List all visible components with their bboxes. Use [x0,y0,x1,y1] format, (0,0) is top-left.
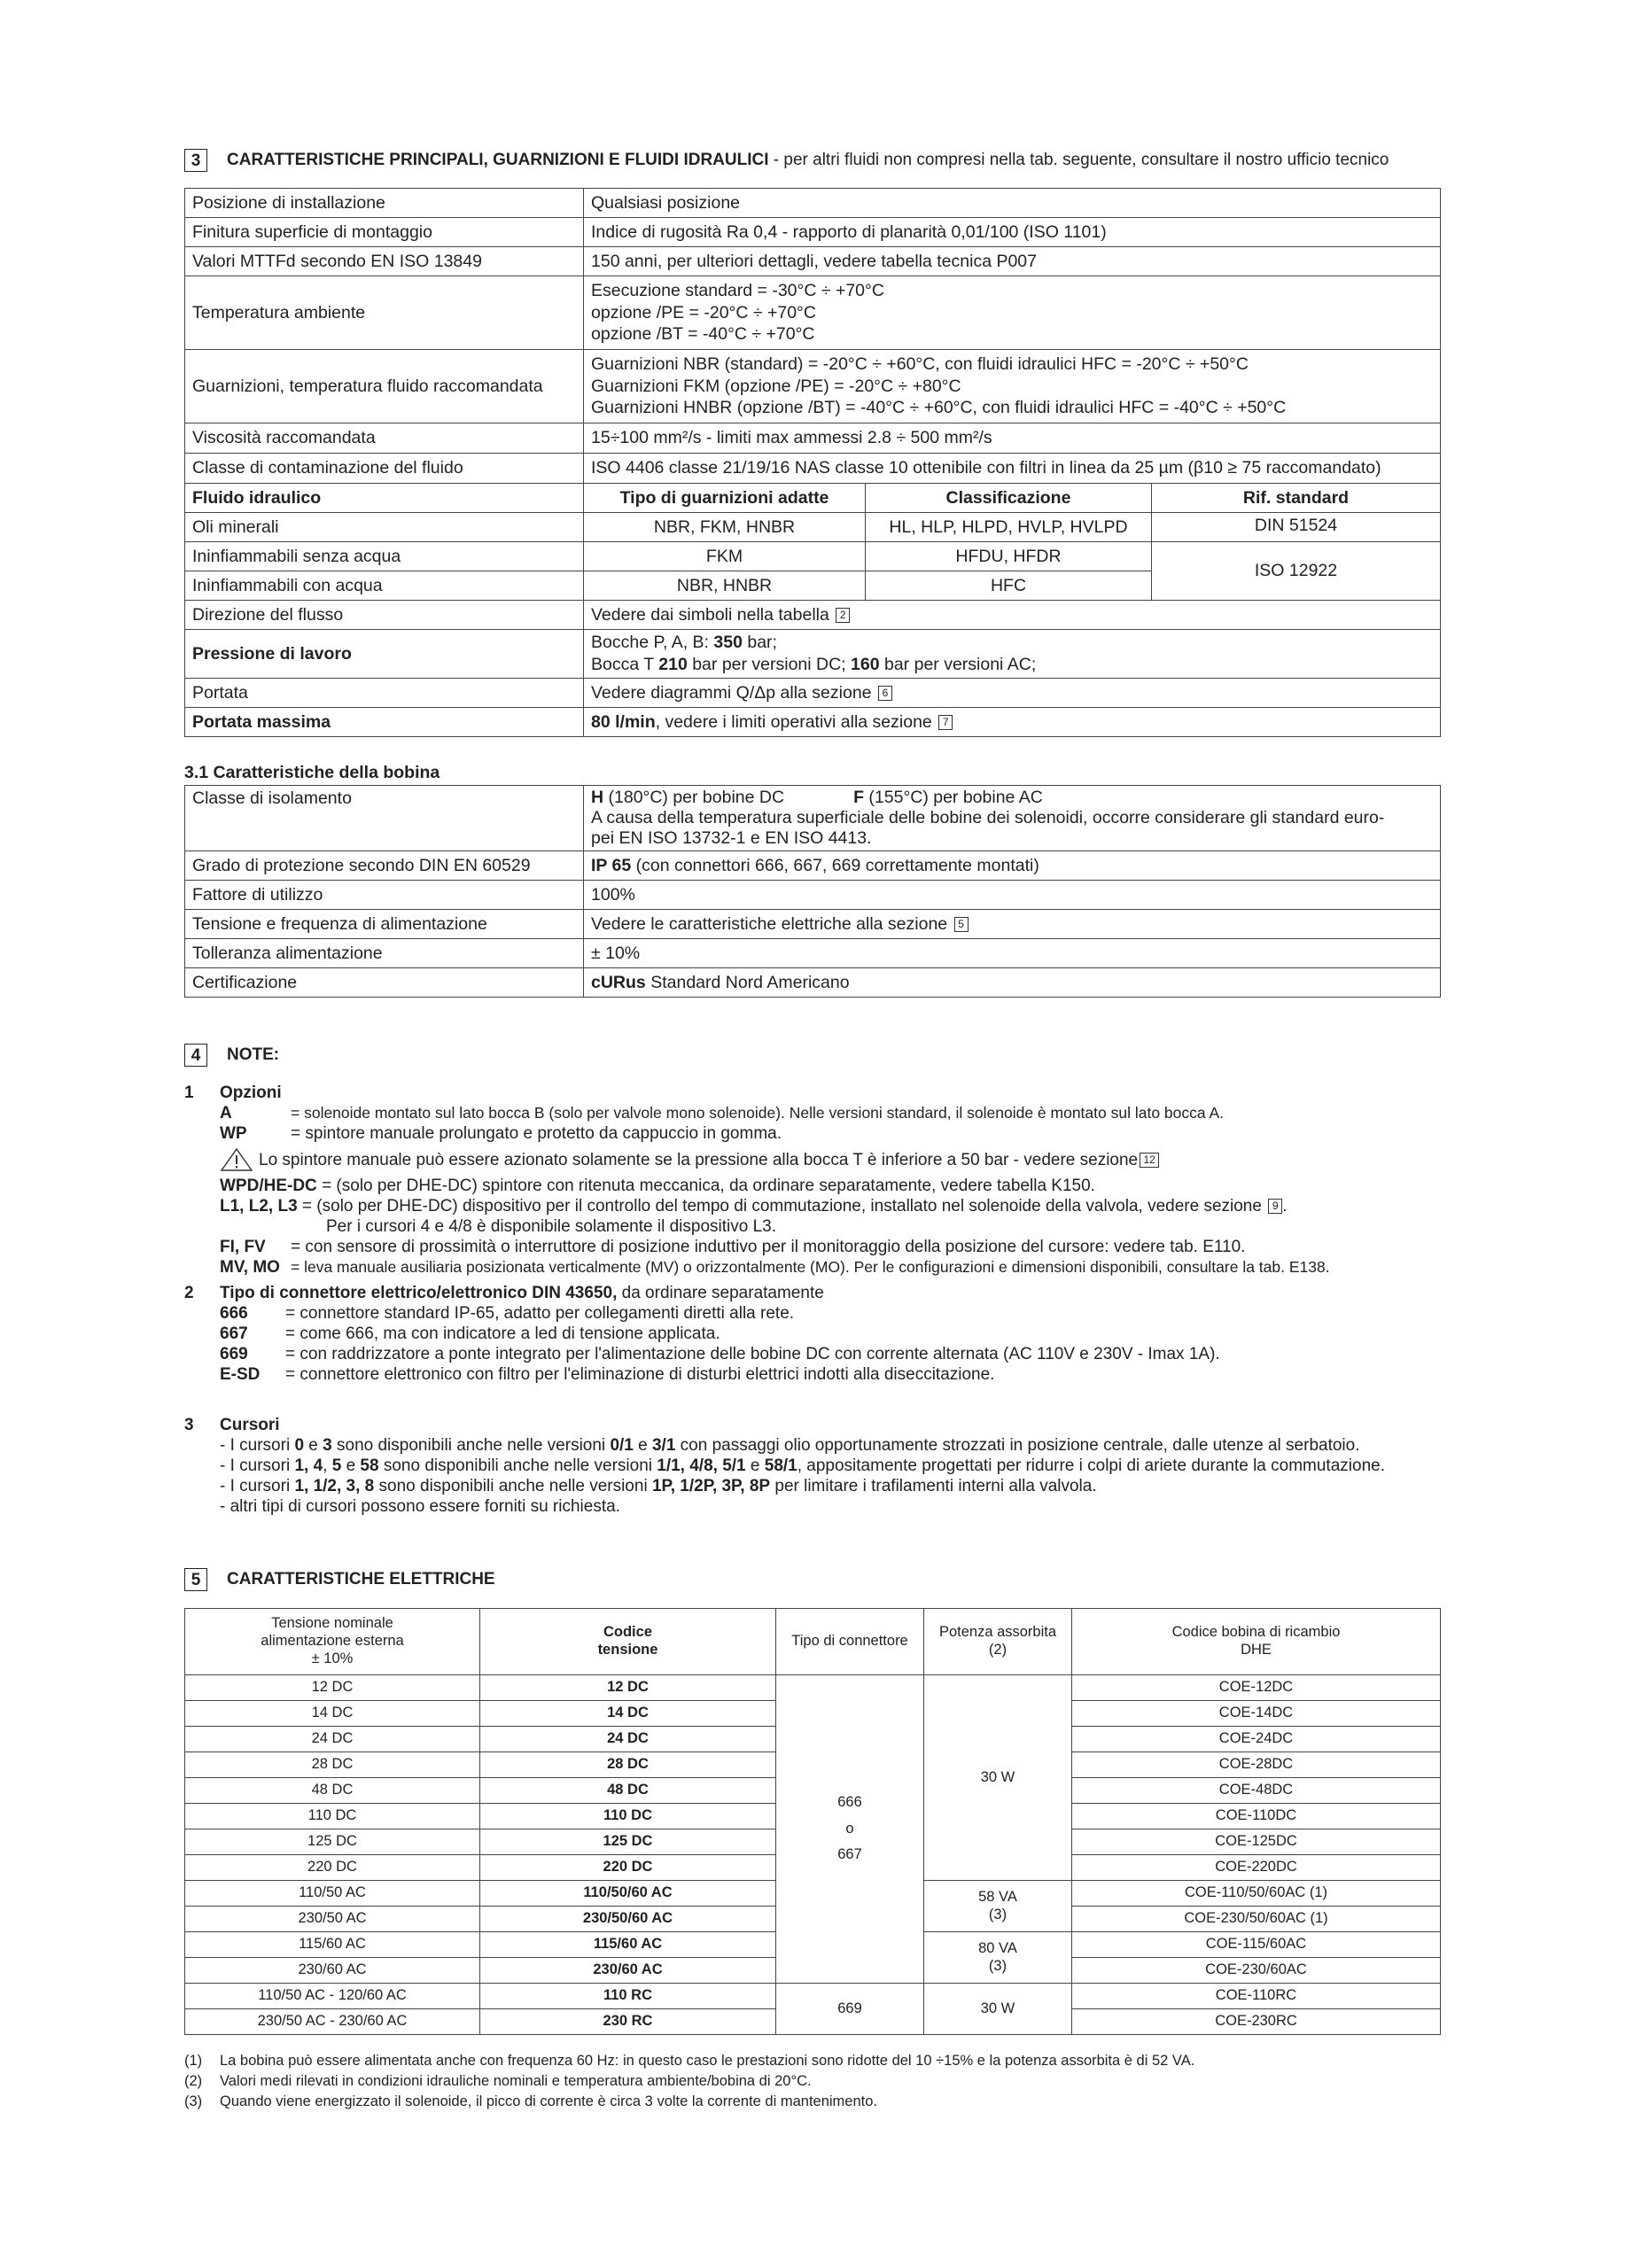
section-4-heading [184,1044,279,1067]
table-row [185,247,1441,276]
row-value: Indice di rugosità Ra 0,4 - rapporto di planarità 0,01/100 (ISO 1101) [584,218,1441,247]
header-cell: Classificazione [866,484,1152,513]
row-value [584,968,1441,998]
main-characteristics-table [184,188,1441,737]
row-value [584,276,1441,350]
section-title: NOTE: [227,1045,280,1064]
cell-voltage: 24 DC [185,1727,480,1752]
cell-code: 48 DC [480,1778,776,1804]
connector-code: 667 [220,1324,248,1343]
row-value [584,851,1441,881]
section-ref: 2 [836,608,850,623]
row-value [584,708,1441,737]
fluid-class: HL, HLP, HLPD, HVLP, HVLPD [866,513,1152,542]
footnote-text: Valori medi rilevati in condizioni idrauliche nominali e temperatura ambiente/bobina di 20°C. [220,2073,812,2089]
option-code: WPD/HE-DC [220,1177,317,1195]
cell-voltage: 110/50 AC [185,1881,480,1907]
note-title [220,1283,1443,1303]
class-h: H [591,788,604,807]
table-row [185,881,1441,910]
option-item [220,1176,1443,1196]
header-code: Codice tensione [480,1609,776,1675]
table-row [185,189,1441,218]
table-row [185,679,1441,708]
option-item [220,1123,1443,1144]
cell-connector-666-667: 666 o 667 [776,1675,924,1984]
cell-spare: COE-110RC [1072,1984,1441,2009]
table-row [185,708,1441,737]
connector-item [220,1364,1443,1385]
connector-text: = connettore standard IP-65, adatto per collegamenti diretti alla rete. [285,1304,795,1323]
section-number: 5 [184,1568,207,1591]
table-row [185,350,1441,423]
option-code: A [220,1104,232,1122]
cell-voltage: 110/50 AC - 120/60 AC [185,1984,480,2009]
footnote [184,2051,1443,2071]
cell-spare: COE-24DC [1072,1727,1441,1752]
row-value [584,630,1441,679]
cell-voltage: 48 DC [185,1778,480,1804]
option-code: MV, MO [220,1258,280,1277]
option-code: WP [220,1124,247,1143]
header-cell: Fluido idraulico [185,484,584,513]
value-text: Vedere dai simboli nella tabella [591,604,829,625]
fluid-class: HFC [866,571,1152,601]
fluid-seals: NBR, FKM, HNBR [584,513,866,542]
cell-voltage: 14 DC [185,1701,480,1727]
footnote-number: (1) [184,2053,203,2069]
option-item: L1, L2, L3 = (solo per DHE-DC) dispositivo per il controllo del tempo di commutazione, installato nel solenoide della valvola, vedere sezione 9 . [220,1197,1288,1216]
text: (con connettori 666, 667, 669 correttamente montati) [631,855,1039,875]
cell-power-ac2: 80 VA (3) [924,1932,1072,1984]
pressure-value: 350 [713,633,743,653]
footnote-number: (3) [184,2093,203,2109]
row-label: Portata [185,679,584,708]
value-line: Guarnizioni HNBR (opzione /BT) = -40°C ÷ +60°C, con fluidi idraulici HFC = -40°C ÷ +50°C [591,398,1287,418]
header-cell: Rif. standard [1152,484,1441,513]
row-value: 100% [584,881,1441,910]
cell-connector-669: 669 [776,1984,924,2035]
cell-code: 230/50/60 AC [480,1907,776,1932]
row-value: ± 10% [584,939,1441,968]
section-ref: 12 [1140,1153,1159,1168]
fluid-header-row [185,484,1441,513]
value-text: , vedere i limiti operativi alla sezione [655,711,932,732]
table-row [185,1984,1441,2009]
value-line [591,632,1433,654]
section-number: 4 [184,1044,207,1067]
table-row [185,968,1441,998]
row-label: Direzione del flusso [185,601,584,630]
option-extra: Per i cursori 4 e 4/8 è disponibile solamente il dispositivo L3. [326,1217,776,1236]
cell-spare: COE-220DC [1072,1855,1441,1881]
cert-mark: cURus [591,972,646,992]
cell-code: 230 RC [480,2009,776,2035]
warning-line [220,1147,1443,1172]
cell-code: 230/60 AC [480,1958,776,1984]
option-code: FI, FV [220,1238,266,1256]
cell-spare: COE-125DC [1072,1829,1441,1855]
row-value: Qualsiasi posizione [584,189,1441,218]
cell-code: 28 DC [480,1752,776,1778]
cell-code: 14 DC [480,1701,776,1727]
cell-spare: COE-12DC [1072,1675,1441,1701]
footnotes [184,2051,1443,2112]
cell-spare: COE-110DC [1072,1804,1441,1829]
connector-item [220,1324,1443,1344]
text: Standard Nord Americano [645,972,850,992]
text: bar per versioni DC; [687,655,852,674]
text: Bocche P, A, B: [591,633,714,653]
section-5-heading [184,1568,495,1591]
option-text: = (solo per DHE-DC) spintore con ritenuta meccanica, da ordinare separatamente, vedere tabella K150. [322,1177,1095,1195]
text: Bocca T [591,655,659,674]
fluid-name: Ininfiammabili con acqua [185,571,584,601]
cell-spare: COE-115/60AC [1072,1932,1441,1958]
section-ref: 7 [938,715,953,730]
table-row [185,851,1441,881]
note-spools [184,1415,1443,1517]
text: bar per versioni AC; [879,655,1037,674]
cell-code: 24 DC [480,1727,776,1752]
table-row [185,630,1441,679]
max-flow-value: 80 l/min [591,711,656,732]
option-text: = solenoide montato sul lato bocca B (solo per valvole mono solenoide). Nelle versioni standard, il solenoide è montato sul lato bocca A. [291,1104,1225,1122]
connector-text: = come 666, ma con indicatore a led di tensione applicata. [285,1324,720,1343]
note-title: Opzioni [220,1084,282,1102]
value-line: opzione /BT = -40°C ÷ +70°C [591,324,815,345]
text: Vedere le caratteristiche elettriche alla sezione [591,913,948,934]
warning-text: Lo spintore manuale può essere azionato solamente se la pressione alla bocca T è inferiore a 50 bar - vedere sezione [259,1150,1139,1169]
value-line [591,788,1433,808]
row-label: Tensione e frequenza di alimentazione [185,910,584,939]
option-item [220,1257,1443,1278]
value-line: pei EN ISO 13732-1 e EN ISO 4413. [591,828,872,848]
note-options [184,1083,1443,1278]
row-value [584,786,1441,851]
value-line: Esecuzione standard = -30°C ÷ +70°C [591,280,884,300]
value-line [591,654,1433,676]
row-label: Grado di protezione secondo DIN EN 60529 [185,851,584,881]
row-label: Certificazione [185,968,584,998]
table-row [185,454,1441,484]
header-connector: Tipo di connettore [776,1609,924,1675]
note-number: 2 [184,1284,194,1302]
header-spare-coil: Codice bobina di ricambio DHE [1072,1609,1441,1675]
ip-rating: IP 65 [591,855,632,875]
value-line: Guarnizioni FKM (opzione /PE) = -20°C ÷ +80°C [591,376,961,396]
notes-block [184,1083,1443,1517]
row-value: 15÷100 mm²/s - limiti max ammessi 2.8 ÷ 500 mm²/s [584,423,1441,454]
connector-code: 666 [220,1304,248,1323]
cell-voltage: 115/60 AC [185,1932,480,1958]
cell-power-rc: 30 W [924,1984,1072,2035]
row-value [584,601,1441,630]
header-voltage: Tensione nominale alimentazione esterna ± 10% [185,1609,480,1675]
note-title-after: da ordinare separatamente [617,1284,824,1302]
cell-voltage: 125 DC [185,1829,480,1855]
cell-voltage: 230/60 AC [185,1958,480,1984]
row-label: Finitura superficie di montaggio [185,218,584,247]
cell-voltage: 230/50 AC - 230/60 AC [185,2009,480,2035]
header-cell: Tipo di guarnizioni adatte [584,484,866,513]
option-text: = leva manuale ausiliaria posizionata verticalmente (MV) o orizzontalmente (MO). Per le configurazioni e dimensioni disponibili, consultare la tab. E138. [291,1258,1330,1276]
note-connectors [184,1283,1443,1385]
section-subtitle: - per altri fluidi non compresi nella tab. seguente, consultare il nostro ufficio tecnico [773,151,1389,169]
cell-spare: COE-230/60AC [1072,1958,1441,1984]
note-number: 1 [184,1084,194,1102]
fluid-row [185,542,1441,571]
fluid-seals: FKM [584,542,866,571]
row-label: Guarnizioni, temperatura fluido raccomandata [185,350,584,423]
section-title: CARATTERISTICHE PRINCIPALI, GUARNIZIONI E FLUIDI IDRAULICI [227,151,769,169]
table-row [185,601,1441,630]
cell-voltage: 220 DC [185,1855,480,1881]
table-header-row [185,1609,1441,1675]
row-label: Temperatura ambiente [185,276,584,350]
connector-text: = con raddrizzatore a ponte integrato per l'alimentazione delle bobine DC con corrente alternata (AC 110V e 230V - Imax 1A). [285,1345,1220,1363]
table-row [185,1675,1441,1701]
footnote [184,2071,1443,2092]
option-text: = con sensore di prossimità o interruttore di posizione induttivo per il monitoraggio della posizione del cursore: vedere tab. E110. [291,1238,1246,1256]
section-number: 3 [184,149,207,172]
electrical-table [184,1608,1441,2035]
pressure-value: 160 [851,655,880,674]
section-ref: 6 [878,686,892,701]
table-row [185,423,1441,454]
row-label: Valori MTTFd secondo EN ISO 13849 [185,247,584,276]
fluid-name: Oli minerali [185,513,584,542]
warning-icon [220,1147,253,1172]
option-code: L1, L2, L3 [220,1197,298,1216]
cell-spare: COE-110/50/60AC (1) [1072,1881,1441,1907]
footnote [184,2092,1443,2112]
option-item [220,1237,1443,1257]
fluid-class: HFDU, HFDR [866,542,1152,571]
spool-item: - I cursori 1, 1/2, 3, 8 sono disponibili anche nelle versioni 1P, 1/2P, 3P, 8P per limitare i trafilamenti interni alla valvola. [220,1477,1097,1495]
section-3-heading [184,149,1389,172]
connector-text: = connettore elettronico con filtro per l'eliminazione di disturbi elettrici indotti alla diseccitazione. [285,1365,995,1384]
connector-item [220,1344,1443,1364]
fluid-name: Ininfiammabili senza acqua [185,542,584,571]
value-text: Vedere diagrammi Q/Δp alla sezione [591,682,872,703]
row-label: Tolleranza alimentazione [185,939,584,968]
connector-code: 669 [220,1345,248,1363]
row-value: ISO 4406 classe 21/19/16 NAS classe 10 ottenibile con filtri in linea da 25 µm (β10 ≥ 75 raccomandato) [584,454,1441,484]
row-label: Classe di contaminazione del fluido [185,454,584,484]
fluid-std: ISO 12922 [1152,542,1441,601]
connector-code: E-SD [220,1365,261,1384]
section-ref: 9 [1268,1199,1282,1214]
table-row [185,939,1441,968]
footnote-number: (2) [184,2073,203,2089]
cell-power-ac1: 58 VA (3) [924,1881,1072,1932]
note-title: Cursori [220,1416,280,1434]
cell-voltage: 28 DC [185,1752,480,1778]
header-power: Potenza assorbita (2) [924,1609,1072,1675]
cell-voltage: 110 DC [185,1804,480,1829]
cell-code: 110/50/60 AC [480,1881,776,1907]
coil-characteristics-table [184,785,1441,998]
pressure-value: 210 [658,655,688,674]
cell-voltage: 12 DC [185,1675,480,1701]
cell-spare: COE-48DC [1072,1778,1441,1804]
spool-item: - altri tipi di cursori possono essere forniti su richiesta. [220,1497,620,1516]
cell-code: 115/60 AC [480,1932,776,1958]
cell-voltage: 230/50 AC [185,1907,480,1932]
row-label: Posizione di installazione [185,189,584,218]
cell-code: 220 DC [480,1855,776,1881]
cell-spare: COE-230/50/60AC (1) [1072,1907,1441,1932]
fluid-std: DIN 51524 [1152,513,1441,542]
option-text: = spintore manuale prolungato e protetto da cappuccio in gomma. [291,1124,782,1143]
class-f: F [853,788,864,807]
value-line: opzione /PE = -20°C ÷ +70°C [591,302,816,322]
row-label: Portata massima [185,708,584,737]
text: (155°C) per bobine AC [864,788,1043,807]
table-row [185,276,1441,350]
cell-spare: COE-14DC [1072,1701,1441,1727]
cell-power-dc: 30 W [924,1675,1072,1881]
row-value [584,350,1441,423]
table-row [185,910,1441,939]
option-text: = (solo per DHE-DC) dispositivo per il controllo del tempo di commutazione, installato nel solenoide della valvola, vedere sezione [301,1197,1262,1216]
cell-spare: COE-28DC [1072,1752,1441,1778]
value-line: Guarnizioni NBR (standard) = -20°C ÷ +60°C, con fluidi idraulici HFC = -20°C ÷ +50°C [591,353,1249,374]
row-label: Classe di isolamento [185,786,584,851]
section-ref: 5 [954,917,969,932]
note-title-bold: Tipo di connettore elettrico/elettronico DIN 43650, [220,1284,618,1302]
row-label: Pressione di lavoro [185,630,584,679]
connector-item [220,1303,1443,1324]
spool-item: - I cursori 0 e 3 sono disponibili anche nelle versioni 0/1 e 3/1 con passaggi olio opportunamente strozzati in posizione centrale, dalle utenze al serbatoio. [220,1436,1360,1455]
spool-item: - I cursori 1, 4, 5 e 58 sono disponibili anche nelle versioni 1/1, 4/8, 5/1 e 58/1, appositamente progettati per ridurre i colpi di ariete durante la commutazione. [220,1456,1385,1475]
section-title: CARATTERISTICHE ELETTRICHE [227,1570,495,1588]
cell-spare: COE-230RC [1072,2009,1441,2035]
cell-code: 110 DC [480,1804,776,1829]
cell-code: 12 DC [480,1675,776,1701]
subsection-title: 3.1 Caratteristiche della bobina [184,763,440,782]
text: (180°C) per bobine DC [603,788,785,807]
row-value: 150 anni, per ulteriori dettagli, vedere tabella tecnica P007 [584,247,1441,276]
row-label: Viscosità raccomandata [185,423,584,454]
row-label: Fattore di utilizzo [185,881,584,910]
footnote-text: Quando viene energizzato il solenoide, il picco di corrente è circa 3 volte la corrente di mantenimento. [220,2093,877,2109]
fluid-seals: NBR, HNBR [584,571,866,601]
value-line: A causa della temperatura superficiale delle bobine dei solenoidi, occorre considerare gli standard euro- [591,808,1385,827]
cell-code: 125 DC [480,1829,776,1855]
row-value [584,679,1441,708]
option-item [220,1103,1443,1123]
note-number: 3 [184,1416,194,1434]
row-value [584,910,1441,939]
fluid-row [185,513,1441,542]
cell-code: 110 RC [480,1984,776,2009]
table-row [185,786,1441,851]
table-row [185,218,1441,247]
footnote-text: La bobina può essere alimentata anche con frequenza 60 Hz: in questo caso le prestazioni sono ridotte del 10 ÷15% e la potenza assorbita è di 52 VA. [220,2053,1195,2069]
text: bar; [742,633,777,653]
